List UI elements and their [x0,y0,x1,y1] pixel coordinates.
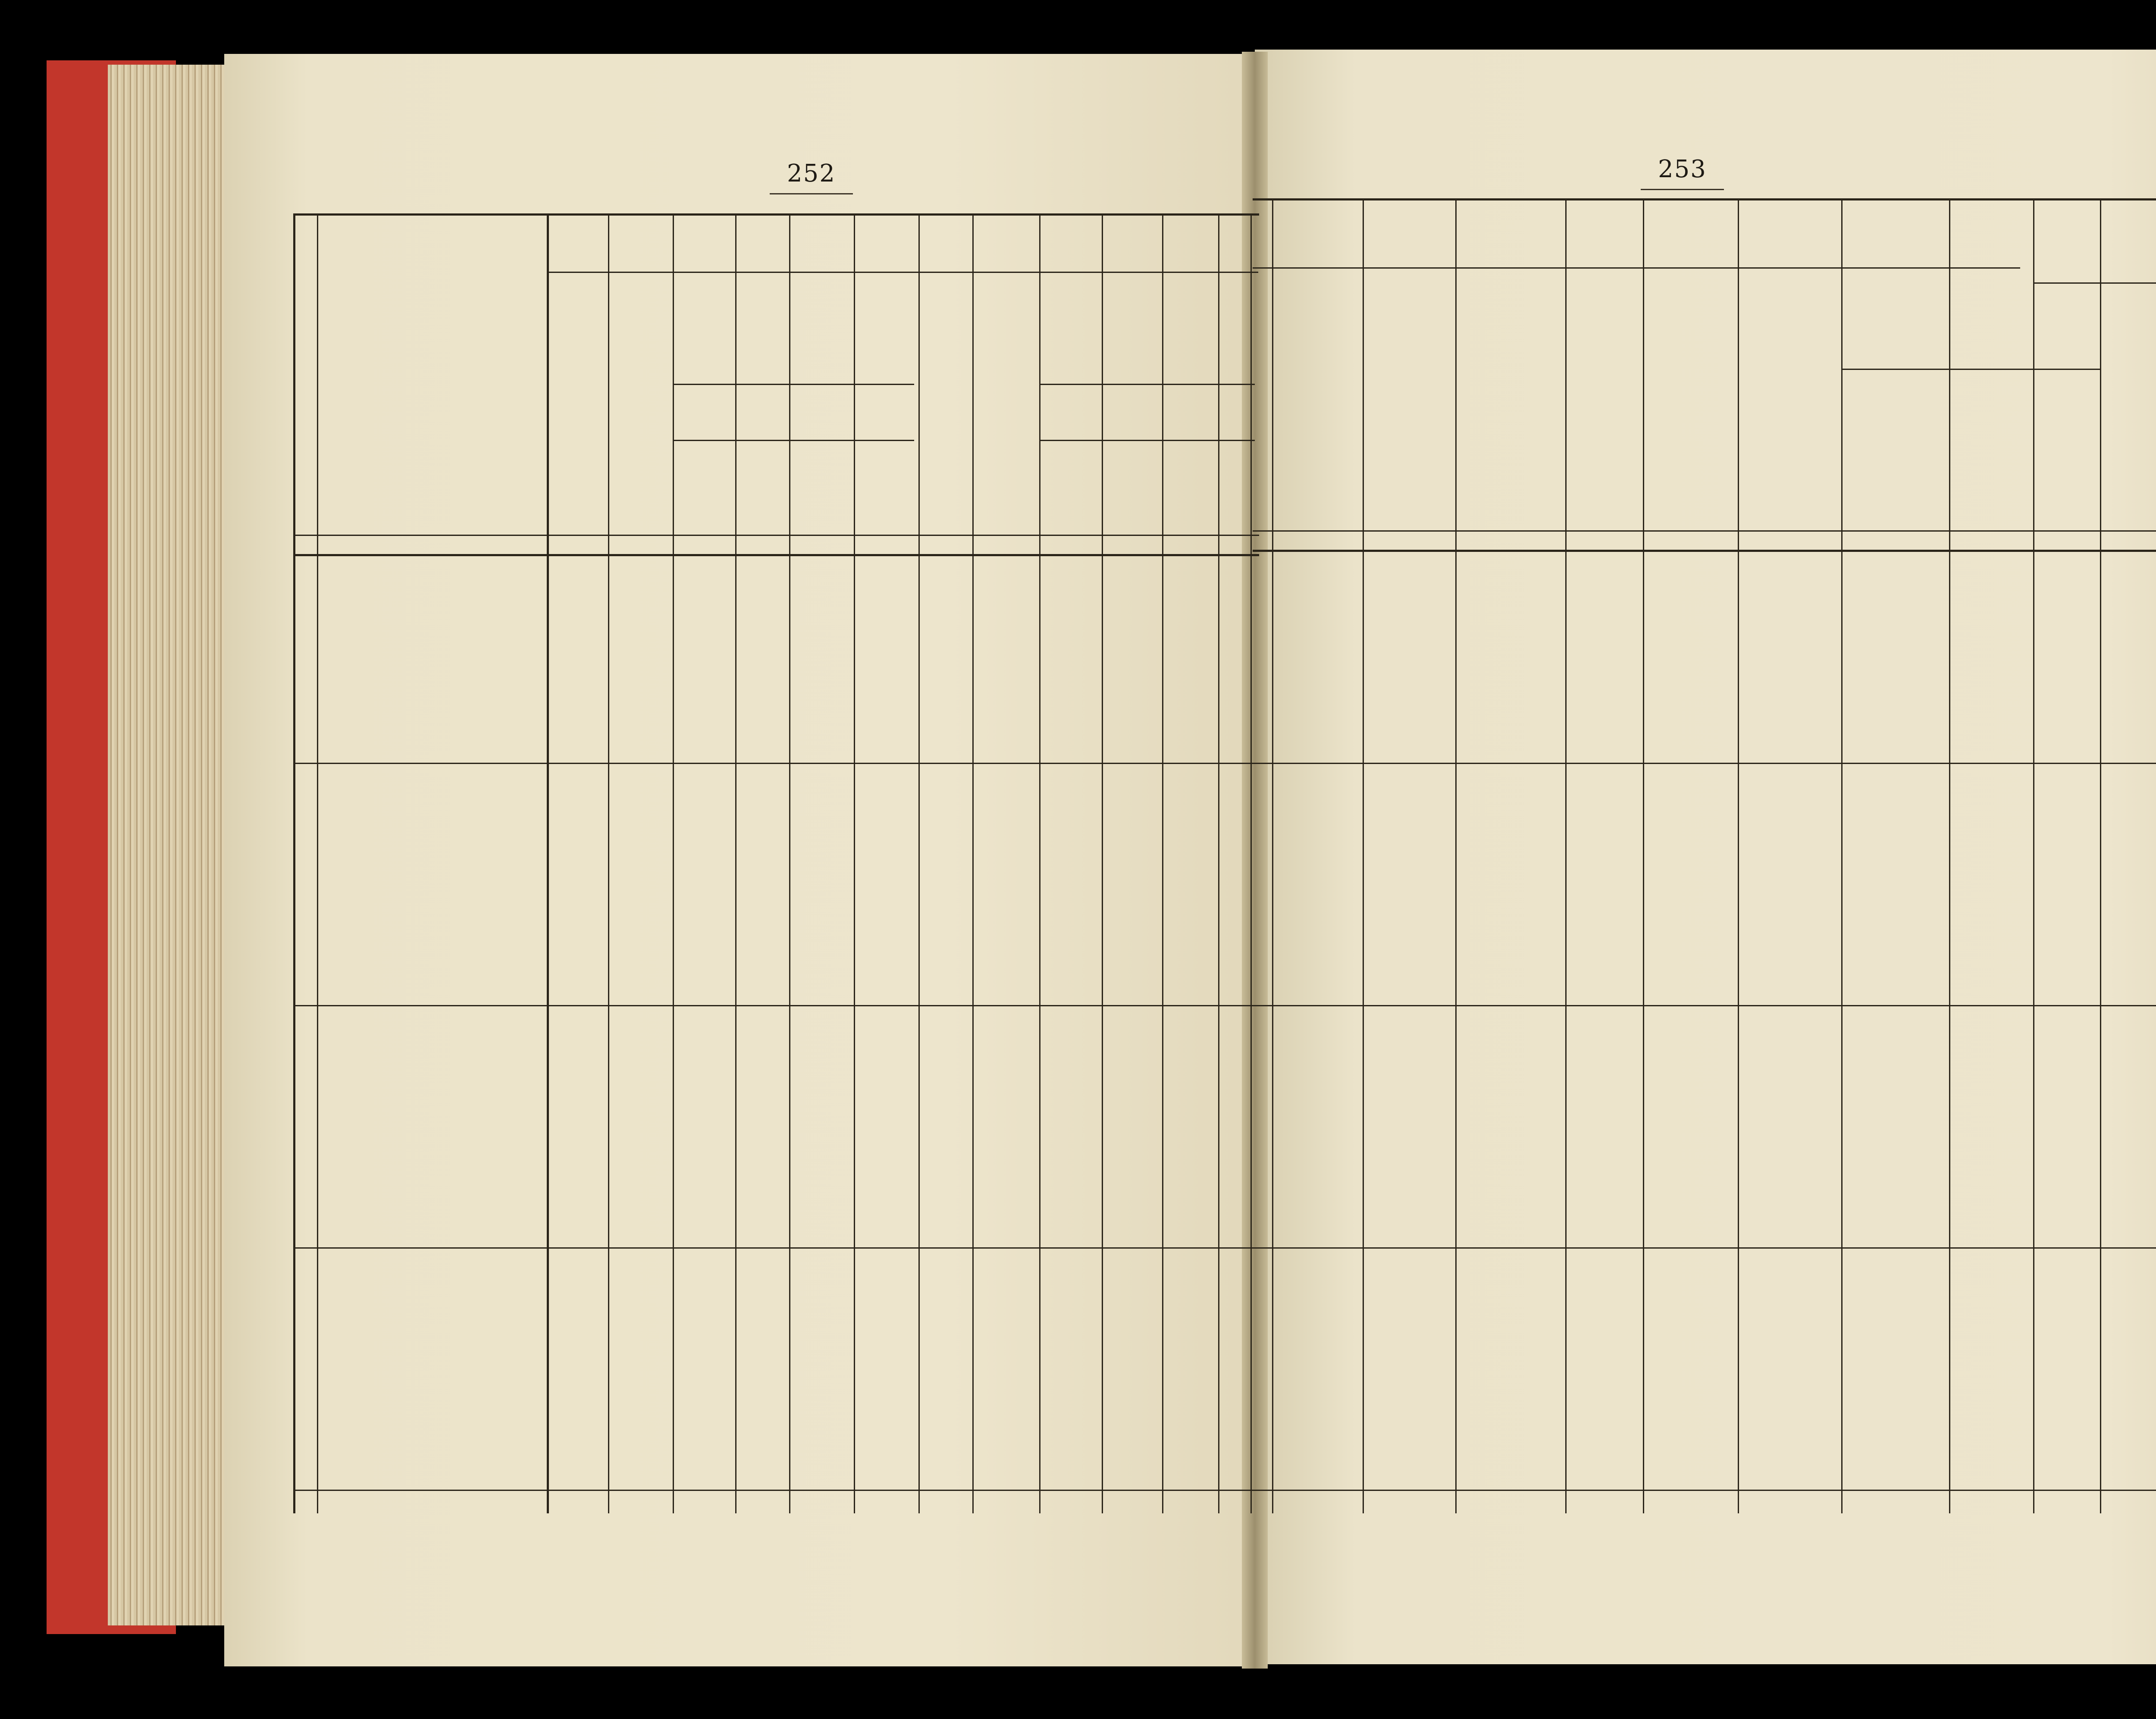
total-separator-right [1253,763,2156,764]
vline-right-4 [1643,198,1644,1513]
page-number-right [1658,155,1707,183]
vline-left-1 [317,213,318,1513]
vline-left-5 [735,213,736,1513]
vline-right-1 [1363,198,1364,1513]
header-bottom-rule-right [1253,550,2156,552]
vline-right-8 [2033,198,2034,1513]
table-top-rule-right [1253,198,2156,200]
page-number-left-text: 252 [787,160,836,188]
vline-left-11 [1102,213,1103,1513]
promysly-underline [547,272,1258,273]
table-top-rule-left [293,213,1259,216]
colnum-rule-right [1253,530,2156,532]
pri-zemled-local-underline [673,440,914,441]
persons-local-underline [673,384,914,385]
vline-right-2 [1455,198,1457,1513]
total-separator-right [1253,1005,2156,1006]
vline-left-0 [293,213,295,1513]
total-separator-right [1253,1490,2156,1491]
vline-left-10 [1039,213,1040,1513]
vline-right-0 [1272,198,1273,1513]
left-page [224,54,1259,1666]
total-separator [293,1005,1259,1006]
total-separator [293,1490,1259,1491]
vline-left-13 [1218,213,1219,1513]
book-gutter [1242,52,1268,1669]
vline-left-8 [918,213,920,1513]
total-separator-right [1253,1247,2156,1249]
vline-right-3 [1565,198,1567,1513]
colnum-rule-left [293,535,1259,536]
melnits-underline [1841,369,2100,370]
vline-right-9 [2100,198,2101,1513]
vline-left-12 [1162,213,1163,1513]
vline-left-14 [1250,213,1252,1513]
pri-zemled-away-underline [1039,440,1255,441]
pchelovod-underline [2033,282,2156,284]
persons-away-underline [1039,384,1255,385]
total-separator [293,1247,1259,1249]
vline-left-9 [972,213,974,1513]
vline-right-6 [1841,198,1843,1513]
page-number-left [787,160,836,188]
vline-right-5 [1738,198,1739,1513]
total-separator [293,763,1259,764]
vline-right-7 [1949,198,1950,1513]
vline-left-7 [854,213,855,1513]
header-bottom-rule-left [293,554,1259,556]
page-number-right-text: 253 [1658,155,1707,183]
right-page [1255,50,2156,1664]
page-edges-left [108,65,237,1625]
vline-left-2 [547,213,549,1513]
vline-left-3 [608,213,609,1513]
vline-left-4 [673,213,674,1513]
zavedenia-underline [1253,267,2020,269]
vline-left-6 [789,213,790,1513]
